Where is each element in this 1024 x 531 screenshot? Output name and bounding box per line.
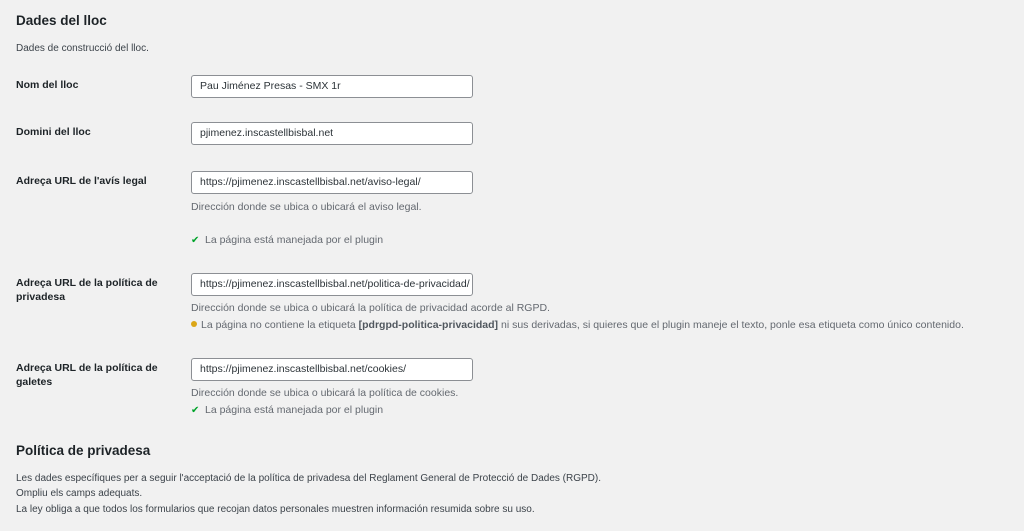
- check-icon: ✔: [191, 405, 200, 416]
- legal-url-input[interactable]: https://pjimenez.inscastellbisbal.net/aviso-legal/: [191, 171, 473, 194]
- site-name-label: Nom del lloc: [16, 79, 79, 91]
- cookies-url-help: Dirección donde se ubica o ubicará la política de cookies.: [191, 387, 459, 399]
- cookies-url-input[interactable]: https://pjimenez.inscastellbisbal.net/cookies/: [191, 358, 473, 381]
- cookies-url-status-text: La página está manejada por el plugin: [205, 404, 384, 416]
- privacy-section-title: Política de privadesa: [16, 443, 151, 458]
- legal-url-status-text: La página está manejada por el plugin: [205, 234, 384, 246]
- legal-url-label: Adreça URL de l'avís legal: [16, 175, 147, 187]
- legal-url-help: Dirección donde se ubica o ubicará el aviso legal.: [191, 201, 422, 213]
- cookies-url-status: [191, 403, 383, 418]
- site-domain-input[interactable]: pjimenez.inscastellbisbal.net: [191, 122, 473, 145]
- privacy-section-line-1: Les dades específiques per a seguir l'acceptació de la política de privadesa del Reglament General de Protecció de Dades (RGPD).: [16, 473, 602, 484]
- privacy-tag: [pdrgpd-politica-privacidad]: [358, 319, 499, 331]
- privacy-url-status-after: ni sus derivadas, si quieres que el plugin maneje el texto, ponle esa etiqueta como único contenido.: [500, 319, 964, 331]
- site-section-title: Dades del lloc: [16, 13, 107, 28]
- privacy-url-status: [191, 318, 964, 332]
- check-icon: ✔: [191, 235, 200, 246]
- privacy-url-label: Adreça URL de la política de privadesa: [16, 277, 158, 303]
- privacy-section-line-2: Ompliu els camps adequats.: [16, 488, 143, 499]
- cookies-url-label: Adreça URL de la política de galetes: [16, 362, 158, 388]
- privacy-url-help: Dirección donde se ubica o ubicará la política de privacidad acorde al RGPD.: [191, 302, 550, 314]
- site-name-input[interactable]: Pau Jiménez Presas - SMX 1r: [191, 75, 473, 98]
- site-section-description: Dades de construcció del lloc.: [16, 43, 149, 54]
- privacy-url-status-before: La página no contiene la etiqueta: [201, 319, 356, 331]
- legal-url-status: [191, 233, 383, 248]
- site-domain-label: Domini del lloc: [16, 126, 91, 138]
- privacy-url-input[interactable]: https://pjimenez.inscastellbisbal.net/politica-de-privacidad/: [191, 273, 473, 296]
- warning-dot-icon: [191, 321, 197, 327]
- privacy-section-line-3: La ley obliga a que todos los formularios que recojan datos personales muestren información resumida sobre su uso.: [16, 504, 535, 515]
